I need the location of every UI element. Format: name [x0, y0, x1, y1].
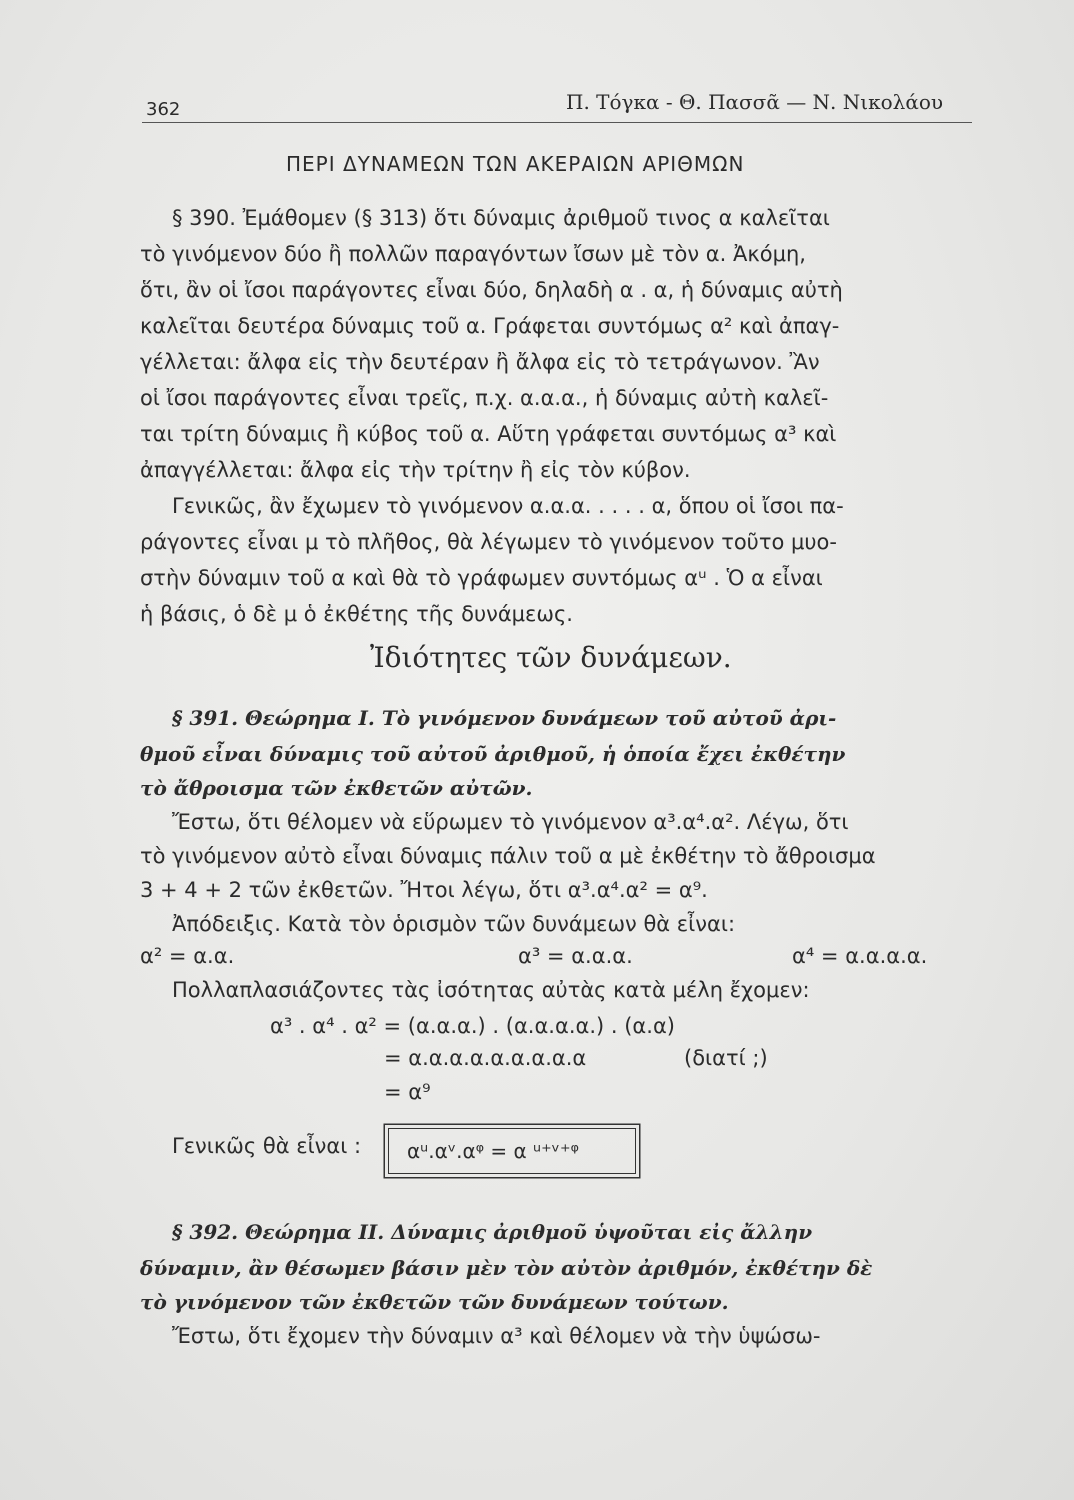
definition-a2: α² = α.α.	[140, 944, 235, 968]
definition-a3: α³ = α.α.α.	[518, 944, 633, 968]
s390-line: καλεῖται δευτέρα δύναμις τοῦ α. Γράφεται συντόμως α² καὶ ἀπαγ-	[140, 314, 840, 338]
proof-line: 3 + 4 + 2 τῶν ἐκθετῶν. Ἤτοι λέγω, ὅτι α³.α⁴.α² = α⁹.	[140, 878, 708, 902]
section-heading: Ἰδιότητες τῶν δυνάμεων.	[370, 641, 732, 674]
equation-note: (διατί ;)	[684, 1046, 768, 1070]
definition-a4: α⁴ = α.α.α.α.	[792, 944, 928, 968]
general-label: Γενικῶς θὰ εἶναι :	[172, 1134, 362, 1158]
multiply-line: Πολλαπλασιάζοντες τὰς ἰσότητας αὐτὰς κατὰ μέλη ἔχομεν:	[172, 978, 810, 1002]
s390-line: ράγοντες εἶναι μ τὸ πλῆθος, θὰ λέγωμεν τὸ γινόμενον τοῦτο μυο-	[140, 530, 837, 554]
header-rule	[142, 122, 972, 123]
theorem-statement: § 392. Θεώρημα II. Δύναμις ἀριθμοῦ ὑψοῦται εἰς ἄλλην	[172, 1220, 813, 1244]
s390-line: στὴν δύναμιν τοῦ α καὶ θὰ τὸ γράφωμεν συντόμως αᵘ . Ὁ α εἶναι	[140, 566, 823, 590]
theorem-statement: τὸ γινόμενον τῶν ἐκθετῶν τῶν δυνάμεων τούτων.	[140, 1290, 729, 1314]
running-head: Π. Τόγκα - Θ. Πασσᾶ — Ν. Νικολάου	[566, 90, 944, 114]
s390-line: § 390. Ἐμάθομεν (§ 313) ὅτι δύναμις ἀριθμοῦ τινος α καλεῖται	[172, 206, 830, 230]
s390-line: ἡ βάσις, ὁ δὲ μ ὁ ἐκθέτης τῆς δυνάμεως.	[140, 602, 573, 626]
s390-line: ἀπαγγέλλεται: ἄλφα εἰς τὴν τρίτην ἢ εἰς τὸν κύβον.	[140, 458, 691, 482]
theorem-statement: § 391. Θεώρημα I. Τὸ γινόμενον δυνάμεων τοῦ αὐτοῦ ἀρι-	[172, 706, 837, 730]
proof-line: Ἀπόδειξις. Κατὰ τὸν ὁρισμὸν τῶν δυνάμεων θὰ εἶναι:	[172, 912, 736, 936]
s390-line: οἱ ἴσοι παράγοντες εἶναι τρεῖς, π.χ. α.α.α., ἡ δύναμις αὐτὴ καλεῖ-	[140, 386, 829, 410]
general-formula: αᵘ.αᵛ.αᵠ = α ᵘ⁺ᵛ⁺ᵠ	[407, 1139, 579, 1163]
equation-line-3: = α⁹	[384, 1080, 431, 1104]
s390-line: ται τρίτη δύναμις ἢ κύβος τοῦ α. Αὕτη γράφεται συντόμως α³ καὶ	[140, 422, 837, 446]
proof-line: τὸ γινόμενον αὐτὸ εἶναι δύναμις πάλιν τοῦ α μὲ ἐκθέτην τὸ ἄθροισμα	[140, 844, 876, 868]
chapter-title: ΠΕΡΙ ΔΥΝΑΜΕΩΝ ΤΩΝ ΑΚΕΡΑΙΩΝ ΑΡΙΘΜΩΝ	[286, 152, 745, 176]
proof-line: Ἔστω, ὅτι ἔχομεν τὴν δύναμιν α³ καὶ θέλομεν νὰ τὴν ὑψώσω-	[172, 1324, 821, 1348]
theorem-statement: δύναμιν, ἂν θέσωμεν βάσιν μὲν τὸν αὐτὸν ἀριθμόν, ἐκθέτην δὲ	[140, 1256, 873, 1280]
s390-line: ὅτι, ἂν οἱ ἴσοι παράγοντες εἶναι δύο, δηλαδὴ α . α, ἡ δύναμις αὐτὴ	[140, 278, 843, 302]
page-number: 362	[146, 99, 181, 120]
equation-line-1: α³ . α⁴ . α² = (α.α.α.) . (α.α.α.α.) . (α.α)	[270, 1014, 675, 1038]
theorem-statement: θμοῦ εἶναι δύναμις τοῦ αὐτοῦ ἀριθμοῦ, ἡ ὁποία ἔχει ἐκθέτην	[140, 742, 846, 766]
s390-line: τὸ γινόμενον δύο ἢ πολλῶν παραγόντων ἴσων μὲ τὸν α. Ἀκόμη,	[140, 242, 806, 266]
proof-line: Ἔστω, ὅτι θέλομεν νὰ εὕρωμεν τὸ γινόμενον α³.α⁴.α². Λέγω, ὅτι	[172, 810, 849, 834]
formula-box	[388, 1128, 636, 1174]
s390-line: γέλλεται: ἄλφα εἰς τὴν δευτέραν ἢ ἄλφα εἰς τὸ τετράγωνον. Ἂν	[140, 350, 820, 374]
s390-line: Γενικῶς, ἂν ἔχωμεν τὸ γινόμενον α.α.α. . . . . α, ὅπου οἱ ἴσοι πα-	[172, 494, 844, 518]
equation-line-2: = α.α.α.α.α.α.α.α.α	[384, 1046, 587, 1070]
theorem-statement: τὸ ἄθροισμα τῶν ἐκθετῶν αὐτῶν.	[140, 776, 533, 800]
